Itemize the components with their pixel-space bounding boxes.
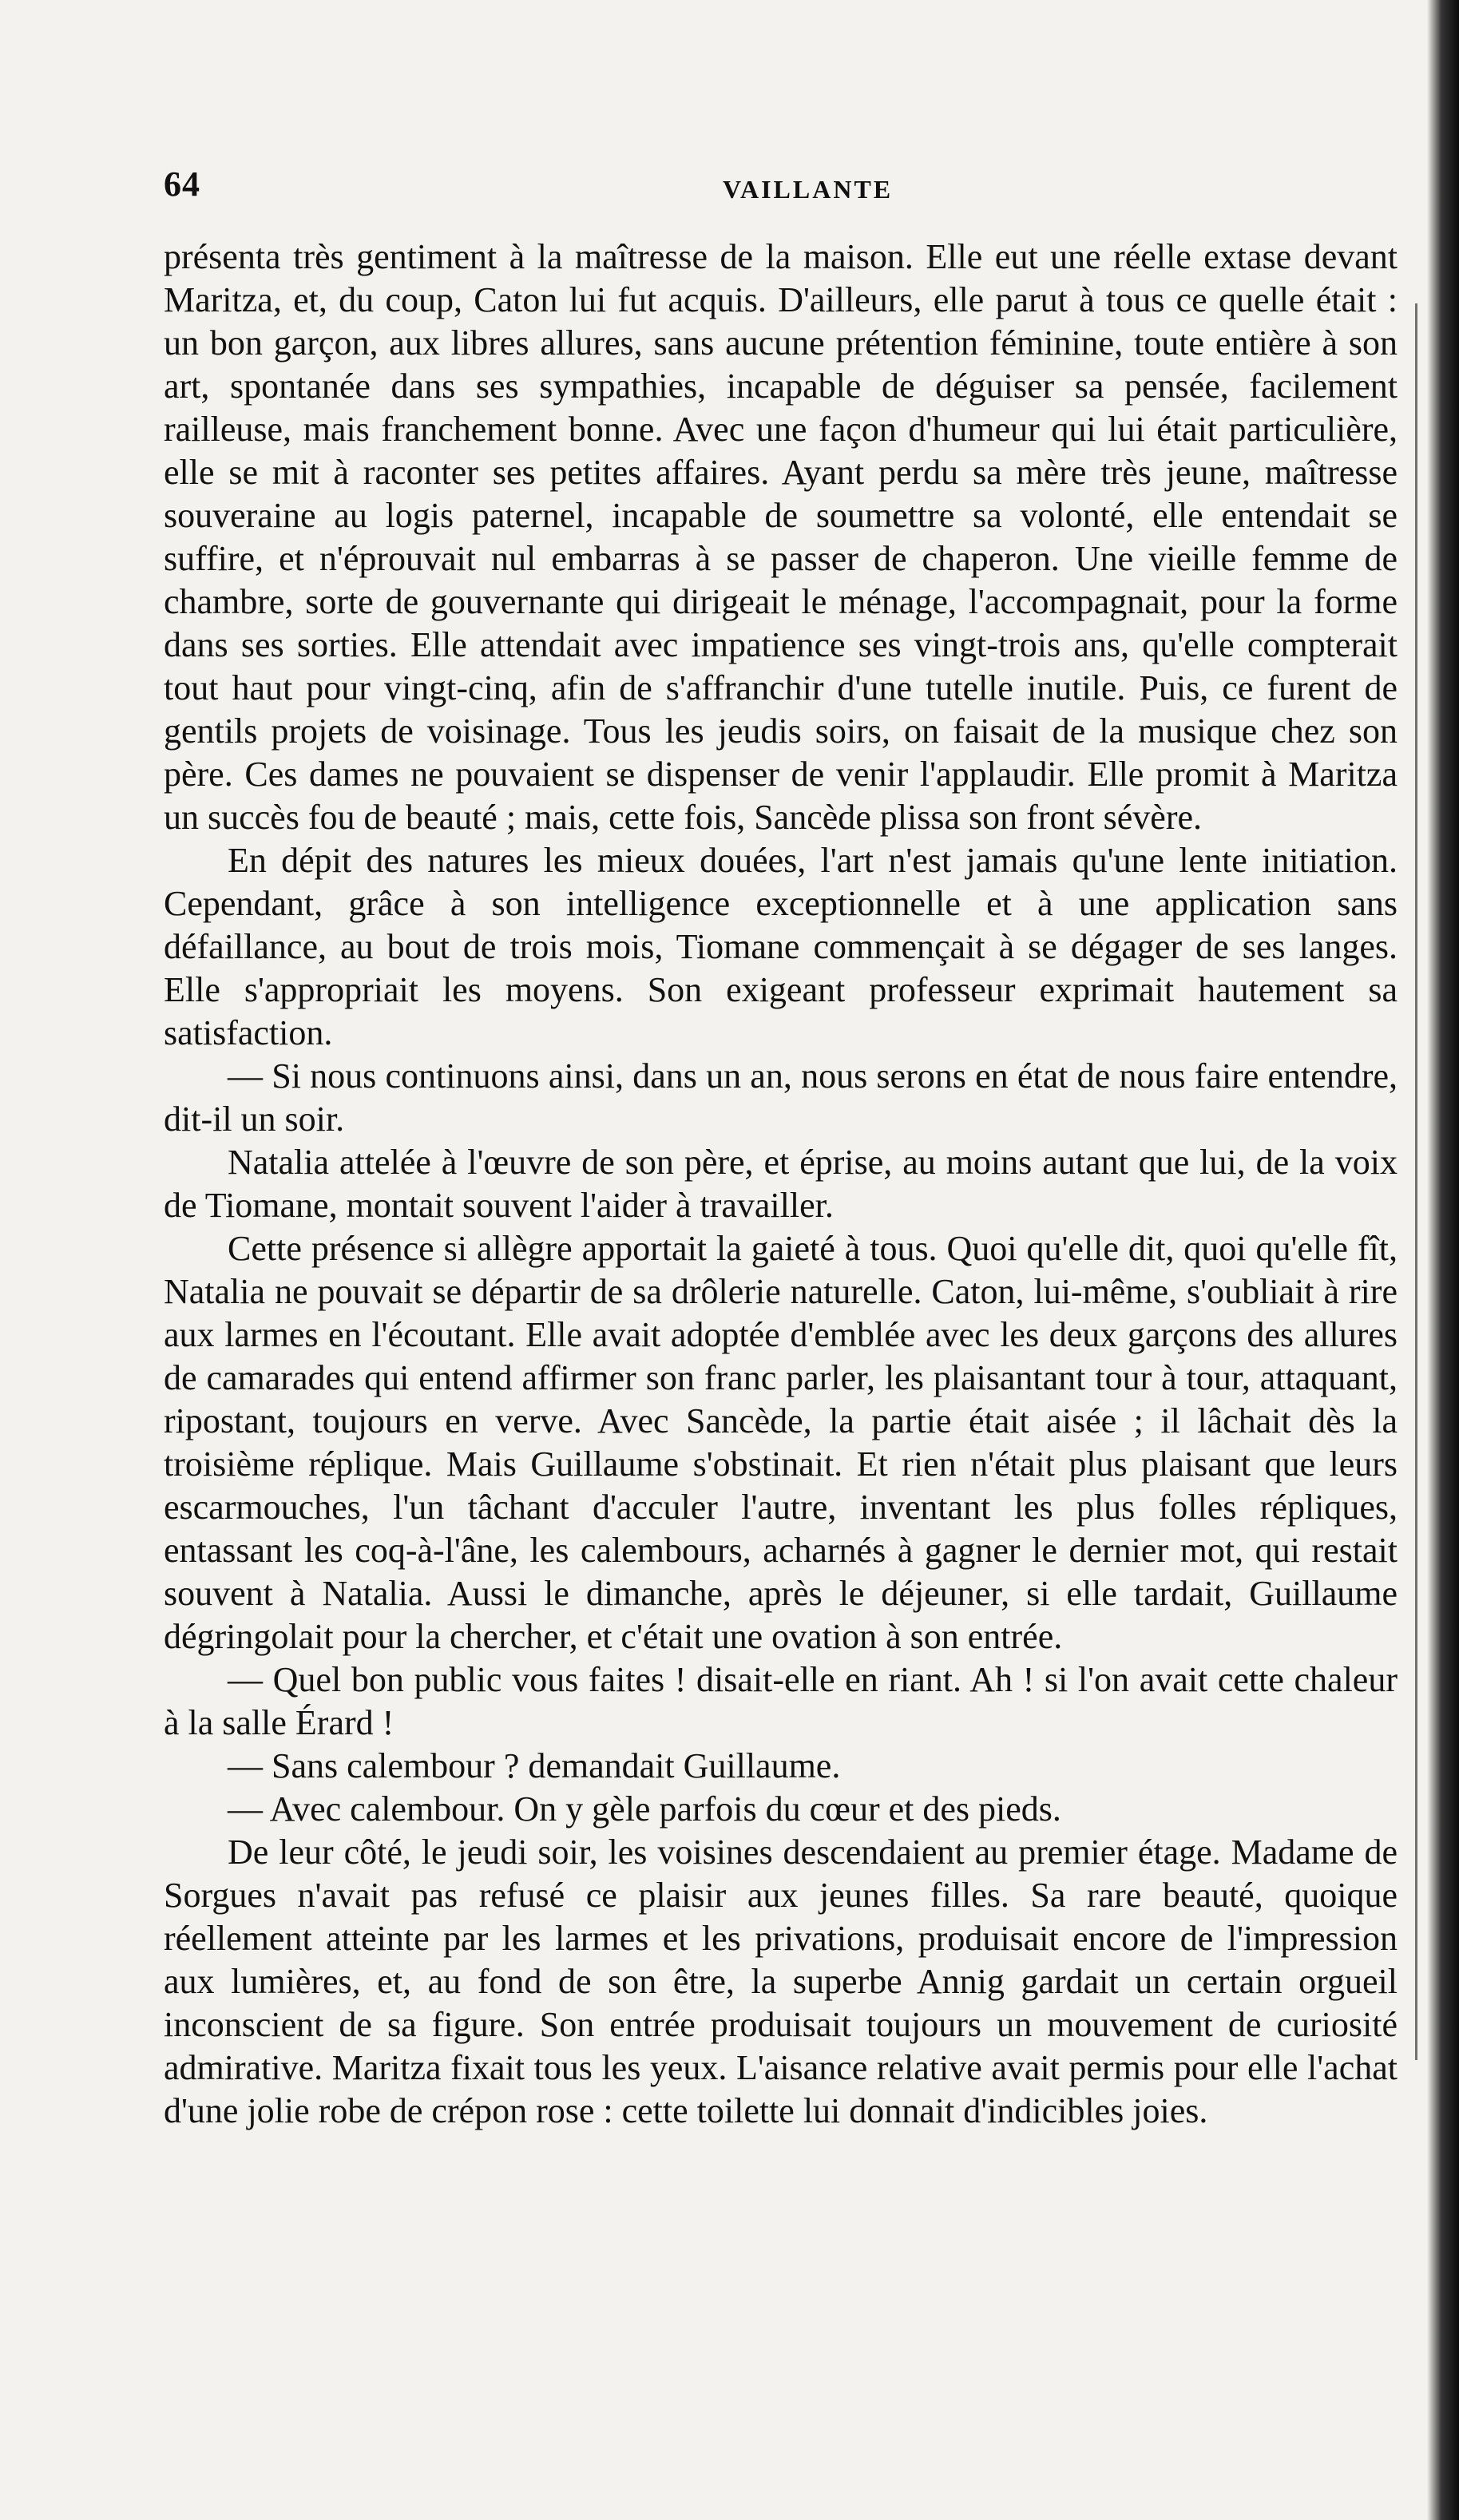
paragraph: — Quel bon public vous faites ! disait-elle en riant. Ah ! si l'on avait cette chaleur à la salle Érard ! (164, 1660, 1398, 1742)
page-binding-shadow (1427, 0, 1459, 2520)
paragraph: En dépit des natures les mieux douées, l'art n'est jamais qu'une lente initiation. Cependant, grâce à son intelligence exceptionnelle et à une application sans défaillance, au bout de trois mois, Tiomane commençait à se dégager de ses langes. Elle s'appropriait les moyens. Son exigeant professeur exprimait hautement sa satisfaction. (164, 841, 1398, 1052)
paragraph: De leur côté, le jeudi soir, les voisines descendaient au premier étage. Madame de Sorgues n'avait pas refusé ce plaisir aux jeunes filles. Sa rare beauté, quoique réellement atteinte par les larmes et les privations, produisait encore de l'impression aux lumières, et, au fond de son être, la superbe Annig gardait un certain orgueil inconscient de sa figure. Son entrée produisait toujours un mouvement de curiosité admirative. Maritza fixait tous les yeux. L'aisance relative avait permis pour elle l'achat d'une jolie robe de crépon rose : cette toilette lui donnait d'indicibles joies. (164, 1833, 1398, 2130)
page-number: 64 (164, 164, 200, 204)
page-gutter-shadow-line (1415, 303, 1417, 2060)
paragraph: Natalia attelée à l'œuvre de son père, et éprise, au moins autant que lui, de la voix de Tiomane, montait souvent l'aider à travailler. (164, 1143, 1398, 1225)
paragraph: — Avec calembour. On y gèle parfois du cœur et des pieds. (228, 1789, 1061, 1829)
paragraph: présenta très gentiment à la maîtresse de la maison. Elle eut une réelle extase devant Maritza, et, du coup, Caton lui fut acquis. D'ailleurs, elle parut à tous ce quelle était : un bon garçon, aux libres allures, sans aucune prétention féminine, toute entière à son art, spontanée dans ses sympathies, incapable de déguiser sa pensée, facilement railleuse, mais franchement bonne. Avec une façon d'humeur qui lui était particulière, elle se mit à raconter ses petites affaires. Ayant perdu sa mère très jeune, maîtresse souveraine au logis paternel, incapable de soumettre sa volonté, elle entendait se suffire, et n'éprouvait nul embarras à se passer de chaperon. Une vieille femme de chambre, sorte de gouvernante qui dirigeait le ménage, l'accompagnait, pour la forme dans ses sorties. Elle attendait avec impatience ses vingt-trois ans, qu'elle compterait tout haut pour vingt-cinq, afin de s'affranchir d'une tutelle inutile. Puis, ce furent de gentils projets de voisinage. Tous les jeudis soirs, on faisait de la musique chez son père. Ces dames ne pouvaient se dispenser de venir l'applaudir. Elle promit à Maritza un succès fou de beauté ; mais, cette fois, Sancède plissa son front sévère. (164, 237, 1398, 837)
paragraph: — Si nous continuons ainsi, dans un an, nous serons en état de nous faire entendre, dit-il un soir. (164, 1056, 1398, 1139)
body-text (164, 236, 1398, 2133)
page-header (164, 164, 1409, 212)
running-head: VAILLANTE (723, 175, 894, 204)
paragraph: — Sans calembour ? demandait Guillaume. (228, 1746, 841, 1785)
paragraph: Cette présence si allègre apportait la gaieté à tous. Quoi qu'elle dit, quoi qu'elle fît, Natalia ne pouvait se départir de sa drôlerie naturelle. Caton, lui-même, s'oubliait à rire aux larmes en l'écoutant. Elle avait adoptée d'emblée avec les deux garçons des allures de camarades qui entend affirmer son franc parler, les plaisantant tour à tour, attaquant, ripostant, toujours en verve. Avec Sancède, la partie était aisée ; il lâchait dès la troisième réplique. Mais Guillaume s'obstinait. Et rien n'était plus plaisant que leurs escarmouches, l'un tâchant d'acculer l'autre, inventant les plus folles répliques, entassant les coq-à-l'âne, les calembours, acharnés à gagner le dernier mot, qui restait souvent à Natalia. Aussi le dimanche, après le déjeuner, si elle tardait, Guillaume dégringolait pour la chercher, et c'était une ovation à son entrée. (164, 1229, 1398, 1656)
